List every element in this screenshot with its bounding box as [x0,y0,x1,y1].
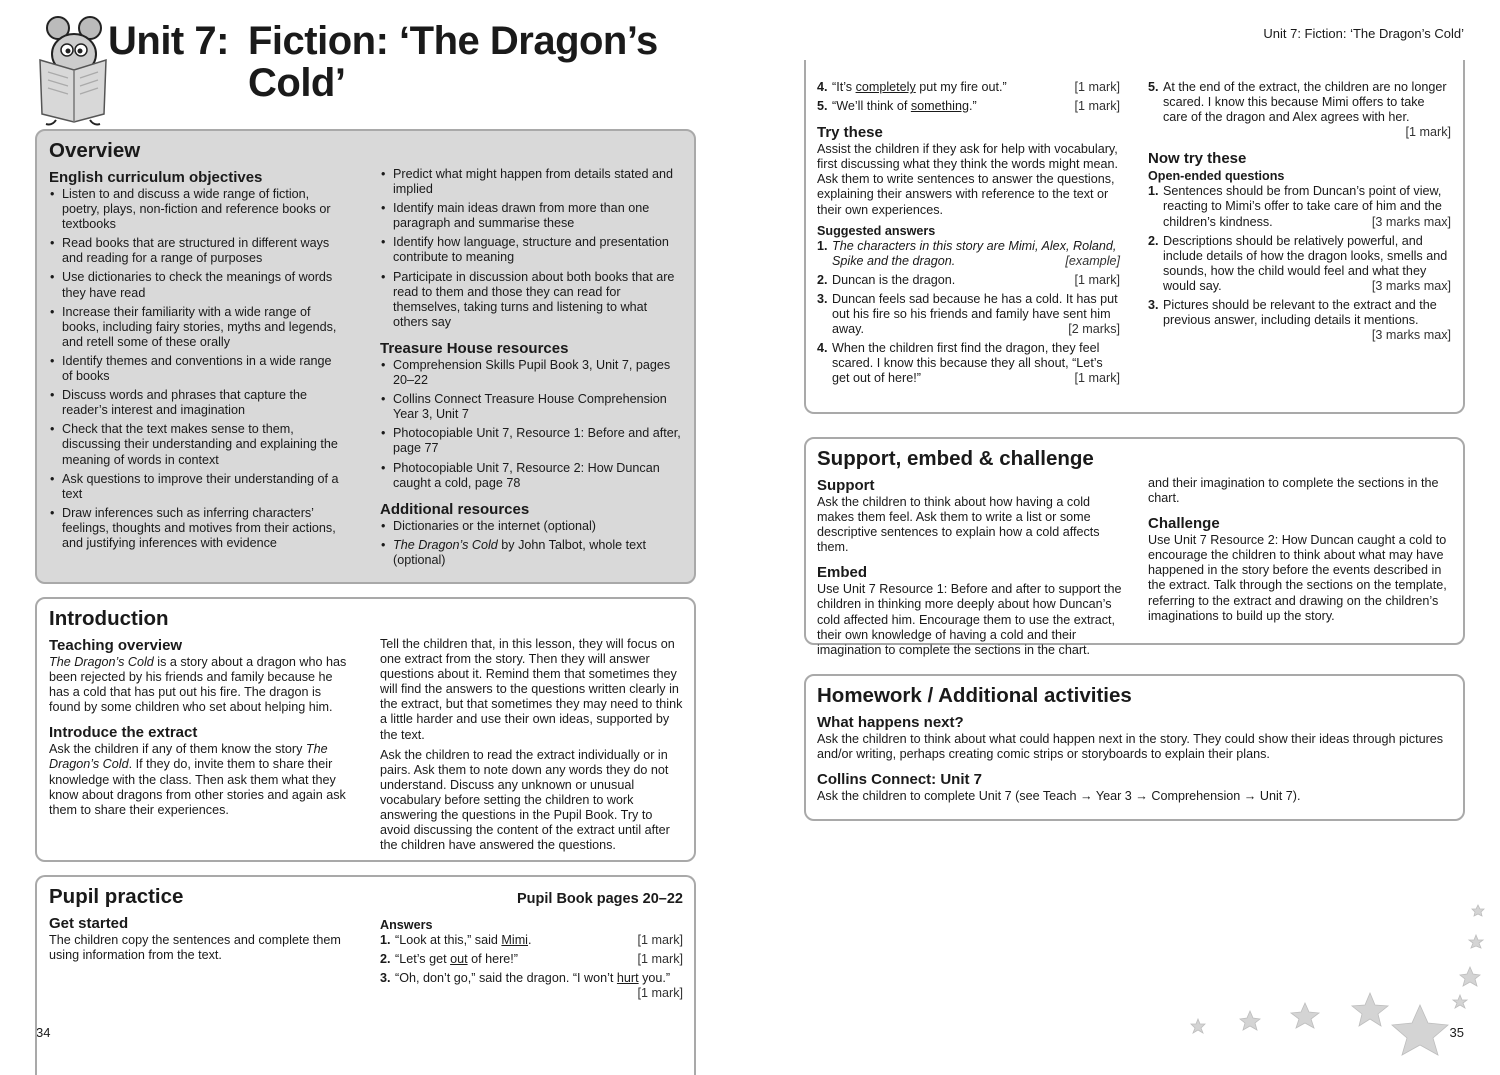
item-number: 5. [817,99,828,114]
pupil-practice-continued-left [817,80,1120,391]
item-number: 5. [1148,80,1159,94]
list-item: • Read books that are structured in different ways and reading for a range of purposes [49,236,345,266]
item-number: 3. [817,291,828,306]
list-item: • Draw inferences such as inferring characters’ feelings, thoughts and motives from their actions, and justifying inferences with evidence [49,506,345,551]
paragraph-text: is a story about a dragon who has been rejected by his friends and family because he has a cold that has put out his fire. The dragon is found by some children who set about helping him. [49,655,347,715]
item-text: The characters in this story are Mimi, Alex, Roland, Spike and the dragon. [832,238,1117,268]
unit-label: Unit 7: [108,19,229,63]
collins-connect-heading: Collins Connect: Unit 7 [817,771,982,789]
list-item: • Discuss words and phrases that capture the reader’s interest and imagination [49,388,345,418]
list-item: • Photocopiable Unit 7, Resource 2: How Duncan caught a cold, page 78 [380,461,685,491]
book-title: The Dragon’s Cold [49,655,154,669]
intro-paragraph-2: Ask the children to read the extract individually or in pairs. Ask them to note down any words they do not understand. Discuss any unknown or unusual vocabulary before setting the children to work answering the questions in the Pupil Book. Try to avoid discussing the content of the extract until after the children have answered the questions. [380,747,670,853]
mark-label: [example] [1065,253,1120,268]
now-try-these-heading: Now try these [1148,150,1247,168]
item-number: 2. [380,952,391,967]
suggested-answers-heading: Suggested answers [817,223,936,238]
suggested-answers-list [817,239,1120,387]
answers-heading: Answers [380,918,433,932]
mark-label: [1 mark] [637,952,683,967]
mark-label: [1 mark] [637,933,683,947]
open-ended-heading: Open-ended questions [1148,169,1285,184]
introduction-right-column [380,637,685,853]
item-text: by John Talbot, whole text (optional) [393,537,646,567]
resources-list [380,358,685,491]
homework-heading: Homework / Additional activities [817,684,1132,707]
answers-list [380,933,683,1001]
what-happens-next-heading: What happens next? [817,714,964,731]
homework-content [817,684,1453,804]
list-item: • Check that the text makes sense to them, discussing their understanding and explaining the meaning of words in context [49,422,345,467]
answer-word: completely [855,80,916,94]
list-item: • Identify how language, structure and presentation contribute to meaning [380,235,685,265]
item-text: Duncan feels sad because he has a cold. It has put out his fire so his friends and family have sent him away. [832,291,1118,337]
suggested-answers-list-continued [1148,80,1451,140]
list-item: • Listen to and discuss a wide range of fiction, poetry, plays, non-fiction and reference books or textbooks [49,187,345,232]
list-item: • Dictionaries or the internet (optional) [380,519,685,534]
item-text: “Oh, don’t go,” said the dragon. “I won’t [395,971,617,986]
overview-heading: Overview [49,139,141,162]
list-item: • Use dictionaries to check the meanings of words they have read [49,270,345,300]
list-item: • Ask questions to improve their understanding of a text [49,472,345,502]
teaching-overview-heading: Teaching overview [49,637,183,654]
support-right-column [1148,476,1451,624]
item-number: 2. [1148,233,1159,248]
answer-word: out [450,952,468,967]
try-these-text: Assist the children if they ask for help with vocabulary, first discussing what they think the words might mean. Ask them to write sentences to answer the questions, explaining their answers with reference to the text or their own experiences. [817,142,1118,217]
additional-resources-list [380,519,685,568]
title-line-2: Cold’ [248,61,346,105]
overview-right-column [380,167,685,572]
open-ended-list [1148,184,1451,343]
mark-label: [3 marks max] [1371,214,1451,229]
item-number: 4. [817,80,828,94]
list-item [817,99,1120,114]
objectives-heading: English curriculum objectives [49,169,263,186]
reading-mascot-icon [34,14,110,124]
list-item [380,971,683,1001]
item-text: “Let’s get [395,952,451,967]
resources-heading: Treasure House resources [380,339,569,357]
list-item [1148,234,1451,294]
item-text: At the end of the extract, the children are no longer scared. I know this because Mimi offers to take care of the dragon and Alex agrees with her. [1163,80,1447,125]
list-item [817,239,1120,269]
pupil-practice-continued-right [1148,80,1451,347]
objectives-list-left [49,187,345,551]
pupil-book-pages: Pupil Book pages 20–22 [516,891,683,907]
running-head: Unit 7: Fiction: ‘The Dragon’s Cold’ [1263,26,1464,41]
collins-connect-text: Ask the children to complete Unit 7 (see Teach → Year 3 → Comprehension → Unit 7). [817,789,1301,804]
item-text: Sentences should be from Duncan’s point of view, reacting to Mimi’s offer to take care of him and the children’s kindness. [1163,184,1442,229]
item-number: 1. [380,933,391,947]
list-item: • Predict what might happen from details stated and implied [380,167,685,197]
mark-label: [3 marks max] [1371,328,1451,343]
paragraph-text: . If they do, invite them to share their knowledge with the class. Then ask them what they know about dragons from other stories and again ask them to share their experiences. [49,757,346,817]
item-text: of here!” [467,952,518,967]
item-text: Pictures should be relevant to the extract and the previous answer, including details it mentions. [1163,298,1437,328]
embed-text-continued: and their imagination to complete the sections in the chart. [1148,476,1439,506]
get-started-text: The children copy the sentences and complete them using information from the text. [49,933,341,963]
answer-word: Mimi [501,933,528,947]
list-item [1148,184,1451,229]
mark-label: [1 mark] [637,986,683,1001]
mark-label: [1 mark] [1074,80,1120,94]
item-text: .” [968,99,977,114]
objectives-list-right [380,167,685,330]
item-text: “It’s [832,80,856,94]
title-line-1: Fiction: ‘The Dragon’s [248,19,658,63]
list-item [817,273,1120,288]
item-text: Duncan is the dragon. [832,272,956,287]
support-heading: Support, embed & challenge [817,447,1094,470]
mark-label: [1 mark] [1074,371,1120,386]
page-title [108,20,658,104]
list-item: • Participate in discussion about both books that are read to them and those they can read for themselves, taking turns and listening to what others say [380,270,685,330]
list-item [817,80,1120,95]
item-text: “Look at this,” said [395,933,502,947]
list-item: • Collins Connect Treasure House Comprehension Year 3, Unit 7 [380,392,685,422]
list-item: • Identify themes and conventions in a wide range of books [49,354,345,384]
mark-label: [1 mark] [1074,272,1120,287]
list-item: • Increase their familiarity with a wide range of books, including fairy stories, myths and legends, and retell some of these orally [49,305,345,350]
introduce-extract-text [49,742,354,817]
item-text: “We’ll think of [832,99,911,114]
item-text: When the children first find the dragon, they feel scared. I know this because they all shout, “Let’s get out of here!” [832,341,1103,386]
answers-list-continued [817,80,1120,114]
embed-text: Use Unit 7 Resource 1: Before and after to support the children in thinking more deeply about how Duncan’s cold affected him. Encourage them to use the extract, their own knowledge of having a cold and their imagination to complete the sections in the chart. [817,582,1122,657]
item-number: 1. [817,238,828,253]
get-started-heading: Get started [49,915,129,932]
overview-left-column [49,139,345,555]
item-text: put my fire out.” [915,80,1007,94]
list-item: • Comprehension Skills Pupil Book 3, Unit 7, pages 20–22 [380,358,685,388]
additional-resources-heading: Additional resources [380,500,530,518]
book-title: The Dragon’s Cold [49,742,328,772]
list-item [1148,80,1451,140]
list-item: • Photocopiable Unit 7, Resource 1: Before and after, page 77 [380,426,685,456]
item-text: you.” [638,971,671,986]
support-subheading: Support [817,477,875,494]
item-text: Descriptions should be relatively powerful, and include details of how the dragon looks, smells and sounds, how the child would feel and what they would say. [1163,233,1448,293]
introduction-heading: Introduction [49,607,169,630]
pupil-practice-heading: Pupil practice [49,885,184,908]
page-number-right: 35 [1449,1025,1464,1040]
item-text: . [527,933,532,947]
item-number: 2. [817,272,828,287]
introduce-extract-heading: Introduce the extract [49,724,198,742]
support-left-column [817,447,1122,657]
item-number: 3. [1148,298,1159,313]
what-happens-next-text: Ask the children to think about what could happen next in the story. They could show their ideas through pictures and/or writing, perhaps creating comic strips or storyboards to explain their plans. [817,732,1444,762]
try-these-heading: Try these [817,124,883,142]
list-item [380,933,683,948]
challenge-heading: Challenge [1148,515,1220,533]
page-number-left: 34 [36,1025,51,1040]
list-item [380,952,683,967]
teaching-overview-text [49,655,354,715]
answer-word: something [910,99,969,114]
item-number: 4. [817,341,828,356]
item-number: 1. [1148,184,1159,199]
list-item [817,341,1120,386]
embed-heading: Embed [817,564,868,582]
mark-label: [2 marks] [1068,322,1120,337]
list-item [1148,298,1451,343]
intro-paragraph-1: Tell the children that, in this lesson, they will focus on one extract from the story. Then they will answer questions about it. Remind them that sometimes they will find the answers to the questions written clearly in the extract, but that sometimes they may need to think a little harder and use their own ideas, supported by the text. [380,637,683,742]
mark-label: [1 mark] [1074,99,1120,114]
book-title: The Dragon’s Cold [393,537,498,552]
paragraph-text: Ask the children if any of them know the story [49,742,306,757]
challenge-text: Use Unit 7 Resource 2: How Duncan caught a cold to encourage the children to think about what may have happened in the story before the events described in the extract. Talk through the sections on the template, referring to the extract and drawing on the children’s imaginations to build up the story. [1148,533,1447,623]
decorative-stars-icon [1170,895,1490,1055]
introduction-left-column [49,607,354,818]
answer-word: hurt [616,971,639,986]
list-item [380,538,685,568]
list-item [817,292,1120,337]
answers-column [380,917,683,1005]
mark-label: [1 mark] [1405,125,1451,140]
pupil-practice-left-column [49,885,354,963]
support-text: Ask the children to think about how having a cold makes them feel. Ask them to write a list or some descriptive sentences to explain how a cold affects them. [817,495,1100,555]
item-number: 3. [380,971,391,986]
list-item: • Identify main ideas drawn from more than one paragraph and summarise these [380,201,685,231]
mark-label: [3 marks max] [1371,278,1451,293]
